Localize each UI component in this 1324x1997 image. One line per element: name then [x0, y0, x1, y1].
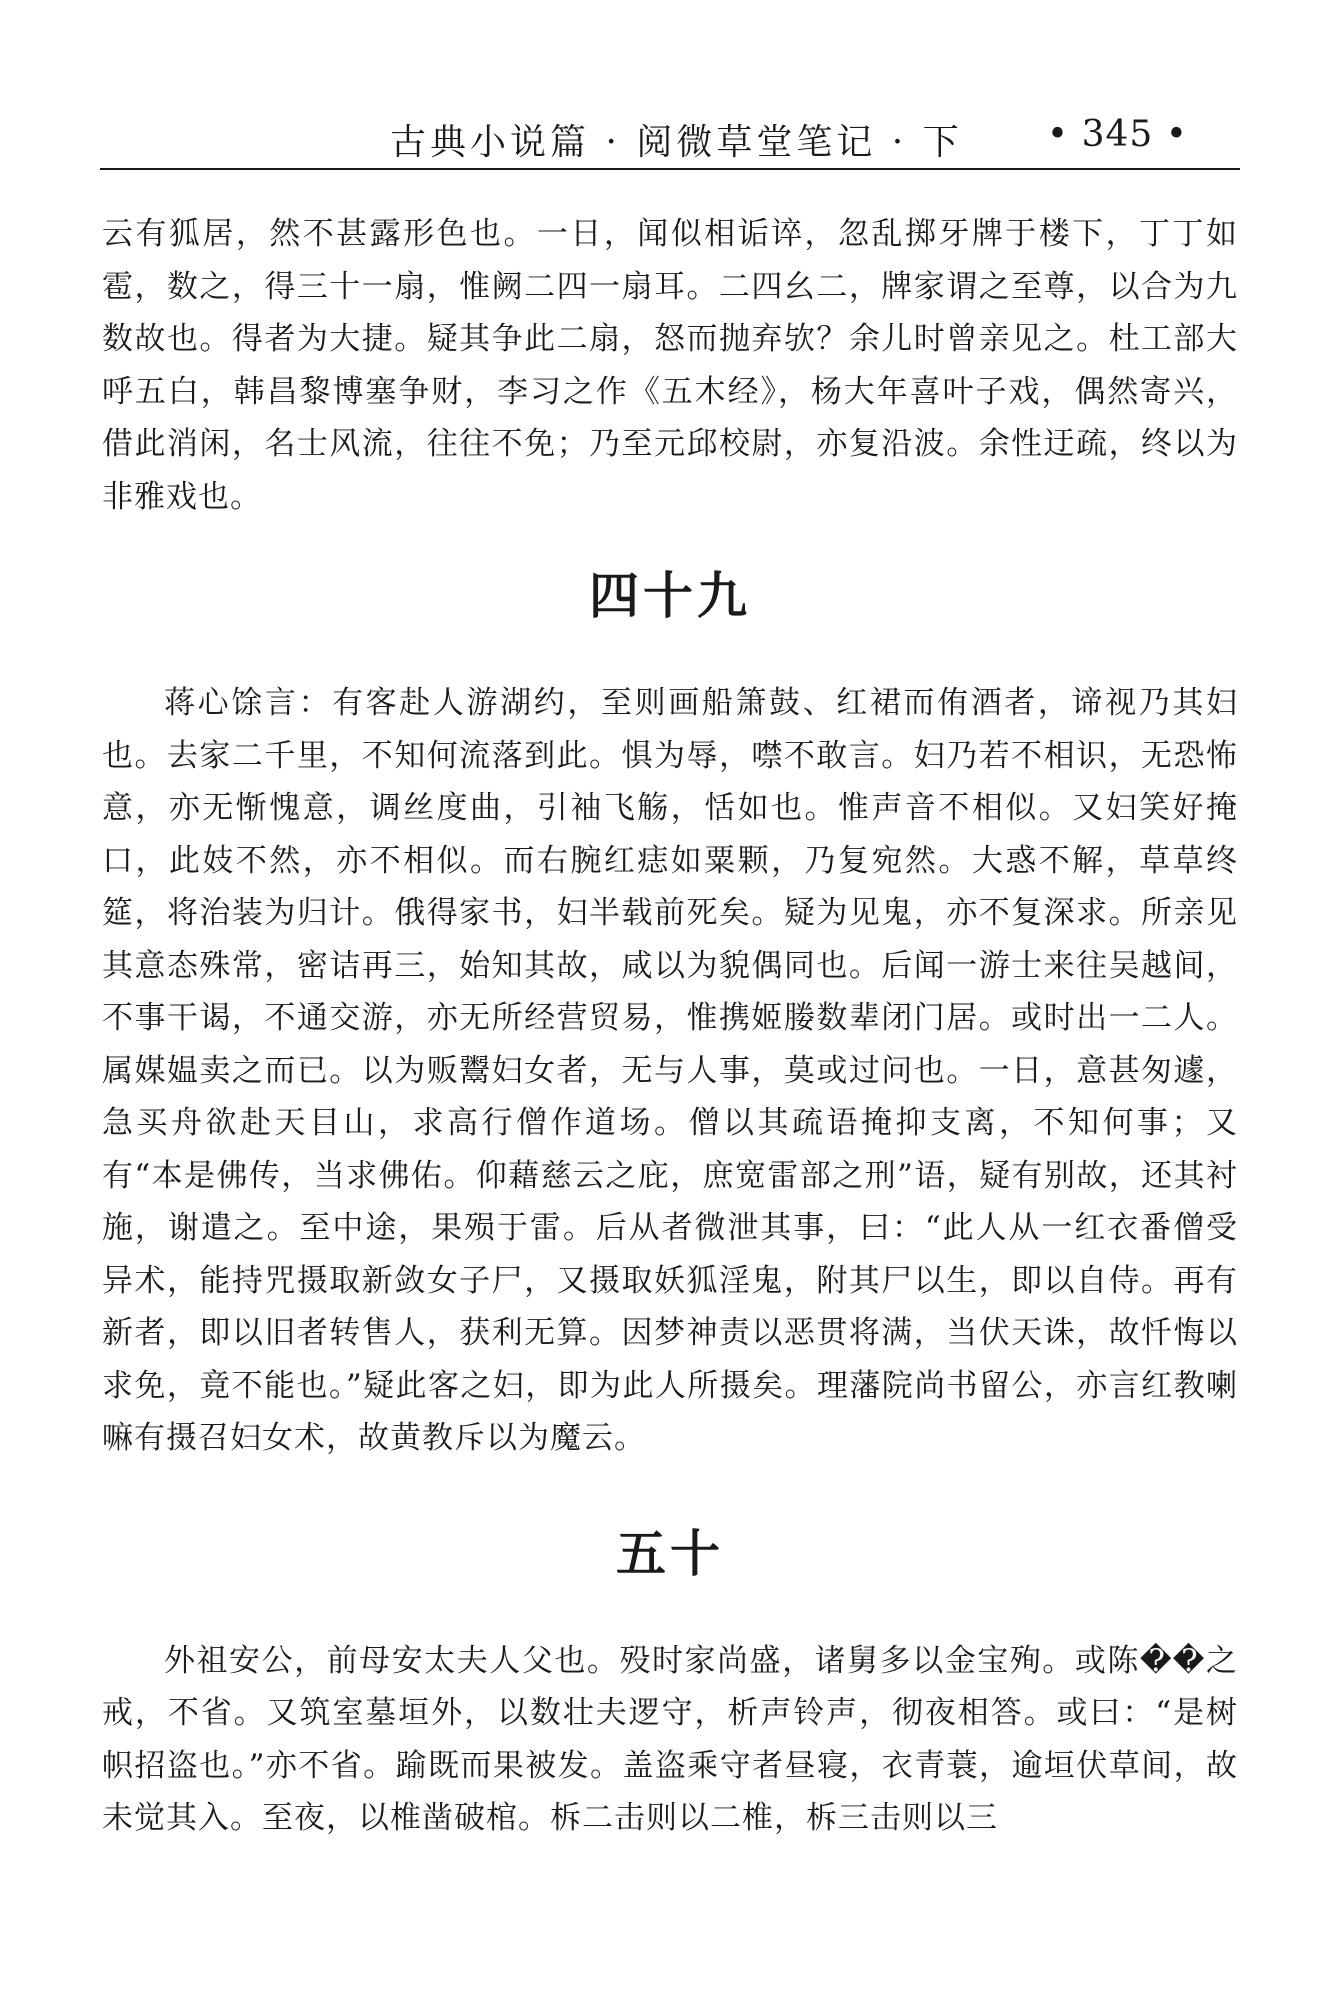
paragraph-continued: 云有狐居，然不甚露形色也。一日，闻似相诟谇，忽乱掷牙牌于楼下，丁丁如雹，数之，得三十一扇，惟阙二四一扇耳。二四幺二，牌家谓之至尊，以合为九数故也。得者为大捷。疑其争此二扇，怒而抛弃欤？余儿时曾亲见之。杜工部大呼五白，韩昌黎博塞争财，李习之作《五木经》，杨大年喜叶子戏，偶然寄兴，借此消闲，名士风流，往往不免；乃至元邱校尉，亦复沿波。余性迂疏，终以为非雅戏也。	[102, 216, 1238, 515]
page-body	[102, 208, 1238, 1845]
paragraph-50: 外祖安公，前母安太夫人父也。殁时家尚盛，诸舅多以金宝殉。或陈��之戒，不省。又筑室墓垣外，以数壮夫逻守，析声铃声，彻夜相答。或曰：“是树帜招盗也。”亦不省。踰既而果被发。盖盗乘守者昼寝，衣青蓑，逾垣伏草间，故未觉其入。至夜，以椎凿破棺。柝二击则以二椎，柝三击则以三	[102, 1642, 1238, 1836]
section-heading-50: 五十	[616, 1524, 724, 1583]
paragraph-49: 蒋心馀言：有客赴人游湖约，至则画船箫鼓、红裙而侑酒者，谛视乃其妇也。去家二千里，不知何流落到此。惧为辱，噤不敢言。妇乃若不相识，无恐怖意，亦无惭愧意，调丝度曲，引袖飞觞，恬如也。惟声音不相似。又妇笑好掩口，此妓不然，亦不相似。而右腕红痣如粟颗，乃复宛然。大惑不解，草草终筵，将治装为归计。俄得家书，妇半载前死矣。疑为见鬼，亦不复深求。所亲见其意态殊常，密诘再三，始知其故，咸以为貌偶同也。后闻一游士来往吴越间，不事干谒，不通交游，亦无所经营贸易，惟携姬媵数辈闭门居。或时出一二人。属媒媪卖之而已。以为贩鬻妇女者，无与人事，莫或过问也。一日，意甚匆遽，急买舟欲赴天目山，求高行僧作道场。僧以其疏语掩抑支离，不知何事；又有“本是佛传，当求佛佑。仰藉慈云之庇，庶宽雷部之刑”语，疑有别故，还其衬施，谢遣之。至中途，果殒于雷。后从者微泄其事，曰：“此人从一红衣番僧受异术，能持咒摄取新敛女子尸，又摄取妖狐淫鬼，附其尸以生，即以自侍。再有新者，即以旧者转售人，获利无算。因梦神责以恶贯将满，当伏天诛，故忏悔以求免，竟不能也。”疑此客之妇，即为此人所摄矣。理藩院尚书留公，亦言红教喇嘛有摄召妇女术，故黄教斥以为魔云。	[102, 685, 1238, 1456]
page-number: • 345 •	[1046, 114, 1188, 155]
page-header	[100, 106, 1240, 170]
section-heading-49: 四十九	[589, 567, 751, 625]
running-title: 古典小说篇 · 阅微草堂笔记 · 下	[390, 122, 963, 163]
